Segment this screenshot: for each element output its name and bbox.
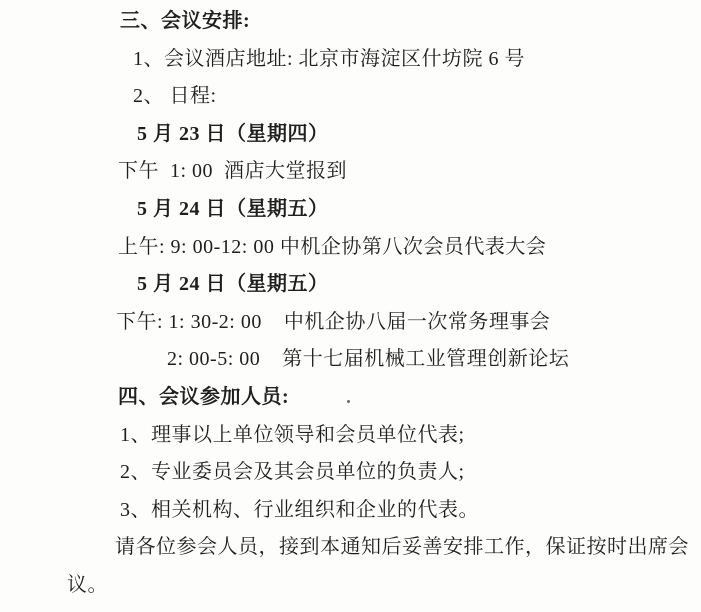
day2-afternoon-schedule-2: 2: 00-5: 00 第十七届机械工业管理创新论坛 [167, 348, 570, 370]
day2-date-header: 5 月 24 日（星期五） [137, 198, 329, 220]
day2-afternoon-schedule-1: 下午: 1: 30-2: 00 中机企协八届一次常务理事会 [116, 311, 551, 333]
participant-item-1: 1、理事以上单位领导和会员单位代表; [120, 424, 465, 446]
agenda-item: 2、 日程: [133, 85, 217, 107]
participant-item-3: 3、相关机构、行业组织和企业的代表。 [120, 499, 479, 521]
day1-date-header: 5 月 23 日（星期四） [137, 123, 329, 145]
closing-paragraph-line1: 请各位参会人员，接到本通知后妥善安排工作，保证按时出席会 [115, 536, 689, 558]
hotel-address-item: 1、会议酒店地址: 北京市海淀区什坊院 6 号 [133, 48, 526, 70]
day1-afternoon-schedule: 下午 1: 00 酒店大堂报到 [118, 160, 348, 182]
section3-heading: 三、会议安排: [120, 10, 251, 32]
closing-paragraph-line2: 议。 [67, 574, 108, 596]
section4-heading: 四、会议参加人员: [118, 386, 290, 408]
scan-speck [347, 400, 350, 403]
participant-item-2: 2、专业委员会及其会员单位的负责人; [120, 461, 465, 483]
day2-morning-schedule: 上午: 9: 00-12: 00 中机企协第八次会员代表大会 [118, 236, 547, 258]
day2-date-header-repeat: 5 月 24 日（星期五） [137, 273, 329, 295]
